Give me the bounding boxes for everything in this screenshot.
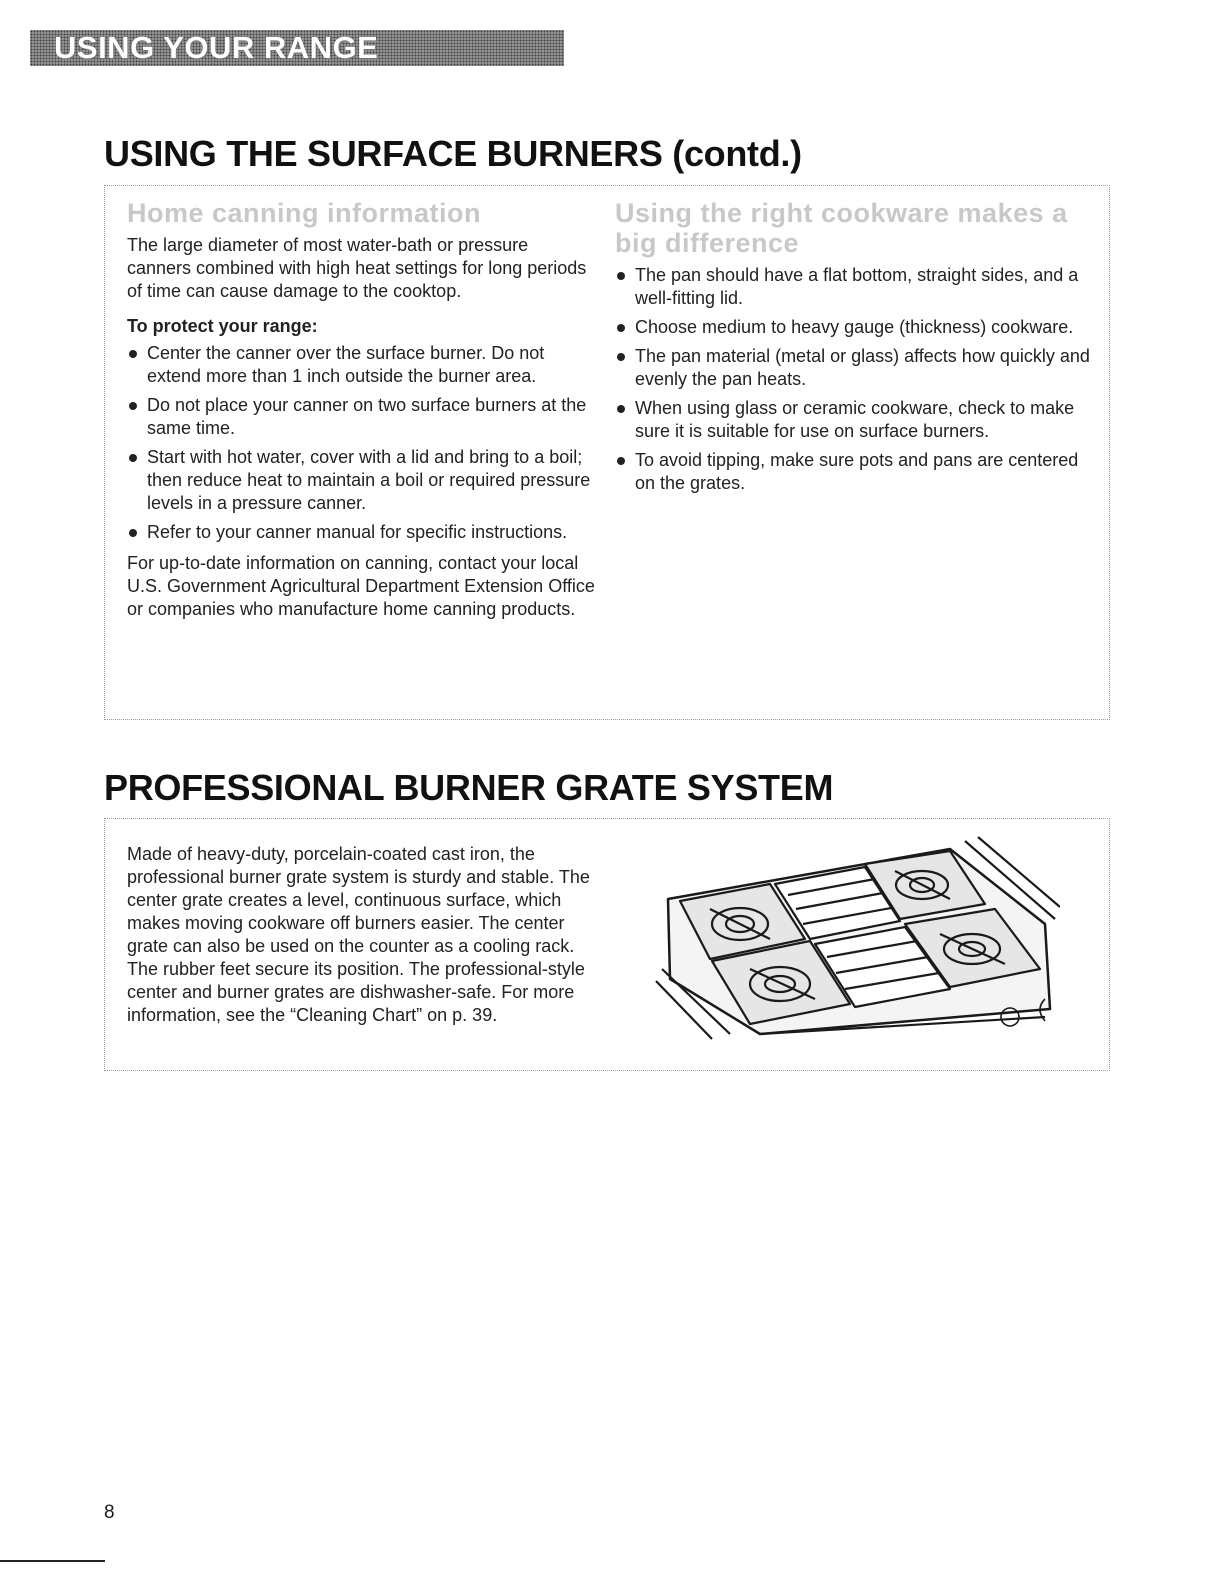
- list-item: Start with hot water, cover with a lid and bring to a boil; then reduce heat to maintain a boil or required pressure levels in a pressure canner.: [127, 446, 597, 515]
- footer-rule: [0, 1560, 105, 1562]
- grate-description: Made of heavy-duty, porcelain-coated cast iron, the professional burner grate system is sturdy and stable. The center grate creates a level, continuous surface, which makes moving cookware off burners easier. The center grate can also be used on the counter as a cooling rack. The rubber feet secure its position. The professional-style center and burner grates are dishwasher-safe. For more information, see the “Cleaning Chart” on p. 39.: [127, 844, 590, 1025]
- list-item: Refer to your canner manual for specific instructions.: [127, 521, 597, 544]
- grate-system-box: [104, 818, 1110, 1071]
- canning-column: [127, 198, 597, 631]
- cooktop-grate-illustration: [650, 829, 1060, 1054]
- canning-heading: Home canning information: [127, 198, 482, 228]
- cookware-list: [615, 264, 1100, 495]
- list-item: Center the canner over the surface burner. Do not extend more than 1 inch outside the burner area.: [127, 342, 597, 388]
- list-item: The pan material (metal or glass) affects how quickly and evenly the pan heats.: [615, 345, 1100, 391]
- surface-burners-box: [104, 185, 1110, 720]
- page-number: 8: [104, 1502, 115, 1523]
- page-title-surface-burners: USING THE SURFACE BURNERS (contd.): [104, 133, 802, 174]
- cookware-column: [615, 198, 1100, 503]
- page-title-grate-system: PROFESSIONAL BURNER GRATE SYSTEM: [104, 767, 834, 808]
- cookware-heading: Using the right cookware makes a big difference: [615, 198, 1068, 258]
- canning-footer: For up-to-date information on canning, contact your local U.S. Government Agricultural Department Extension Office or companies who manufacture home canning products.: [127, 553, 595, 619]
- list-item: Choose medium to heavy gauge (thickness) cookware.: [615, 316, 1100, 339]
- list-item: Do not place your canner on two surface burners at the same time.: [127, 394, 597, 440]
- section-banner: [30, 30, 564, 66]
- protect-range-label: To protect your range:: [127, 316, 318, 336]
- section-banner-text: USING YOUR RANGE: [54, 30, 379, 65]
- canning-intro: The large diameter of most water-bath or pressure canners combined with high heat settings for long periods of time can cause damage to the cooktop.: [127, 235, 587, 301]
- list-item: To avoid tipping, make sure pots and pans are centered on the grates.: [615, 449, 1100, 495]
- list-item: The pan should have a flat bottom, straight sides, and a well-fitting lid.: [615, 264, 1100, 310]
- canning-list: [127, 342, 597, 544]
- list-item: When using glass or ceramic cookware, check to make sure it is suitable for use on surface burners.: [615, 397, 1100, 443]
